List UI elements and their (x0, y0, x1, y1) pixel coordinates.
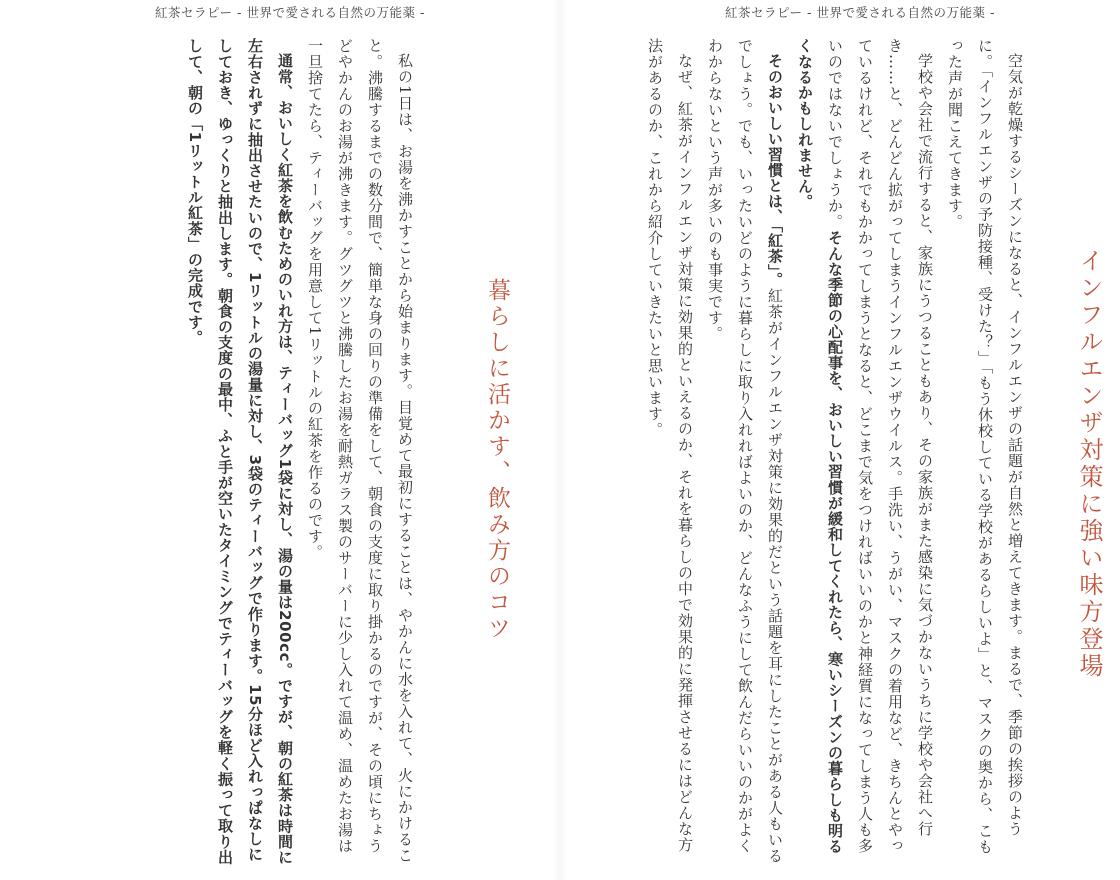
right-paragraph-3 (700, 38, 790, 868)
right-paragraph-4: なぜ、紅茶がインフルエンザ対策に効果的といえるのか、それを暮らしの中で効果的に発揮させるにはどんな方法があるのか、これから紹介していきたいと思います。 (646, 38, 694, 853)
right-paragraph-1: 空気が乾燥するシーズンになると、インフルエンザの話題が自然と増えてきます。まるで、季節の挨拶のように。「インフルエンザの予防接種、受けた？」「もう休校している学校があるらしいよ」と、マスクの奥から、こもった声が聞こえてきます。 (946, 38, 1024, 855)
left-paragraph-1: 私の1日は、お湯を沸かすことから始まります。目覚めて最初にすることは、やかんに水を入れて、火にかけること。沸騰するまでの数分間で、簡単な身の回りの準備をして、朝食の支度に取り掛かるのですが、その頃にちょうどやかんのお湯が沸きます。グツグツと沸騰したお湯を耐熱ガラス製のサーバーに少し入れて温め、温めたお湯は一旦捨てたら、ティーバッグを用意して1リットルの紅茶を作るのです。 (306, 38, 414, 864)
right-paragraph-3-text: 紅茶がインフルエンザ対策に効果的だという話題を耳にしたことがある人もいるでしょう。でも、いったいどのように暮らしに取り入れればよいのか、どんなふうにして飲んだらいいのかがよくわからないという声が多いのも事実です。 (706, 38, 784, 864)
right-paragraph-2-text: 学校や会社で流行すると、家族にうつることもあり、その家族がまた感染に気づかないうちに学校や会社へ行き……と、どんどん拡がってしまうインフルエンザウイルス。手洗い、うがい、マスクの着用など、きちんとやっているけれど、それでもかかってしまうとなると、どこまで気をつければいいのかと神経質になってしまう人も多いのではないでしょうか。 (826, 38, 934, 854)
right-paragraph-2-emphasis: そんな季節の心配事を、おいしい習慣が緩和してくれたら、寒いシーズンの暮らしも明るくなるかもしれません。 (796, 38, 844, 854)
chapter-heading: インフルエンザ対策に強い味方登場 (1075, 248, 1103, 680)
right-page (560, 0, 1120, 880)
running-head-left: 紅茶セラピー - 世界で愛される自然の万能薬 - (155, 5, 425, 20)
right-paragraph-2 (790, 38, 940, 868)
right-paragraph-3-emphasis: そのおいしい習慣とは、「紅茶」。 (766, 53, 784, 288)
running-head-right: 紅茶セラピー - 世界で愛される自然の万能薬 - (725, 5, 995, 20)
section-heading: 暮らしに活かす、飲み方のコツ (484, 278, 510, 642)
right-page-body (640, 38, 1108, 868)
left-page-body (180, 38, 552, 868)
left-paragraph-2: 通常、おいしく紅茶を飲むためのいれ方は、ティーバッグ1袋に対し、湯の量は200cc。ですが、朝の紅茶は時間に左右されずに抽出させたいので、1リットルの湯量に対し、3袋のティーバッグで作ります。15分ほど入れっぱなしにしておき、ゆっくりと抽出します。朝食の支度の最中、ふと手が空いたタイミングでティーバッグを軽く振って取り出して、朝の「1リットル紅茶」の完成です。 (186, 38, 294, 865)
